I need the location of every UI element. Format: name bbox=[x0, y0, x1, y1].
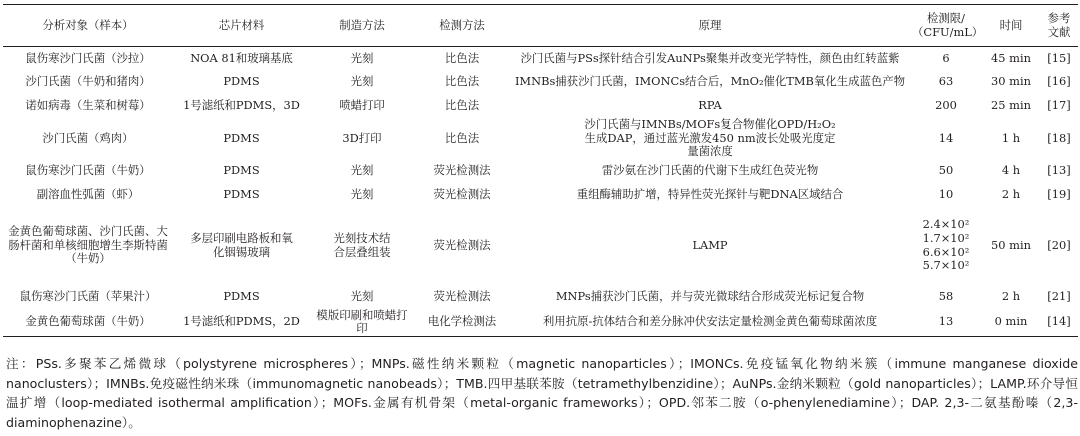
cell-lod: 200 bbox=[935, 97, 957, 112]
cell-method: 3D打印 bbox=[342, 130, 382, 145]
cell-lod bbox=[910, 207, 982, 285]
cell-time: 25 min bbox=[991, 97, 1031, 112]
cell-object: 诺如病毒（生菜和树莓） bbox=[25, 97, 151, 112]
header-time: 时间 bbox=[982, 5, 1040, 47]
cell-object: 沙门氏菌（鸡肉） bbox=[42, 130, 134, 145]
comparison-table bbox=[3, 4, 1078, 337]
cell-principle: 利用抗原-抗体结合和差分脉冲伏安法定量检测金黄色葡萄球菌浓度 bbox=[510, 309, 910, 337]
cell-lod: 14 bbox=[938, 130, 954, 145]
cell-method: 光刻 bbox=[350, 163, 374, 178]
cell-time: 2 h bbox=[1001, 186, 1021, 201]
table-row bbox=[3, 183, 1078, 207]
cell-method: 光刻 bbox=[350, 50, 374, 65]
cell-time: 2 h bbox=[1001, 288, 1021, 303]
cell-ref: [16] bbox=[1047, 74, 1071, 89]
cell-object: 金黄色葡萄球菌（牛奶） bbox=[3, 309, 173, 337]
cell-detect: 比色法 bbox=[444, 74, 480, 89]
cell-method: 喷蜡打印 bbox=[339, 97, 385, 112]
cell-ref: [21] bbox=[1047, 288, 1071, 303]
cell-method: 模版印刷和喷蜡打印 bbox=[310, 309, 414, 337]
cell-detect: 比色法 bbox=[444, 97, 480, 112]
header-lod: 检测限/（CFU/mL） bbox=[910, 5, 982, 47]
cell-material: PDMS bbox=[223, 130, 260, 145]
cell-object: 沙门氏菌（牛奶和猪肉） bbox=[25, 74, 151, 89]
cell-time: 30 min bbox=[991, 74, 1031, 89]
header-material: 芯片材料 bbox=[173, 5, 310, 47]
cell-object: 鼠伤寒沙门氏菌（牛奶） bbox=[25, 163, 151, 178]
header-ref: 参考文献 bbox=[1040, 5, 1078, 47]
table-row bbox=[3, 94, 1078, 118]
cell-detect: 荧光检测法 bbox=[433, 186, 491, 201]
header-detect: 检测方法 bbox=[414, 5, 510, 47]
cell-detect: 荧光检测法 bbox=[433, 163, 491, 178]
cell-material: NOA 81和玻璃基底 bbox=[190, 50, 293, 65]
cell-object: 副溶血性弧菌（虾） bbox=[36, 186, 140, 201]
cell-ref: [14] bbox=[1040, 309, 1078, 337]
cell-ref: [18] bbox=[1047, 130, 1071, 145]
cell-material: 多层印刷电路板和氧化铟锡玻璃 bbox=[190, 230, 293, 259]
lod-value: 2.4×10² bbox=[922, 217, 970, 232]
cell-method: 光刻技术结合层叠组装 bbox=[333, 230, 391, 259]
cell-lod: 13 bbox=[910, 309, 982, 337]
cell-lod: 58 bbox=[938, 288, 954, 303]
cell-material: PDMS bbox=[223, 186, 260, 201]
cell-ref: [15] bbox=[1047, 50, 1071, 65]
header-row bbox=[3, 5, 1078, 47]
table-footnote: 注：PSs.多聚苯乙烯微球（polystyrene microspheres）；MNPs.磁性纳米颗粒（magnetic nanoparticles）；IMONCs.免疫锰氧化物纳米簇（immune manganese dioxide nanoclusters）；IMNBs.免疫磁性纳米珠（immunomagnetic nanobeads）；TMB.四甲基联苯胺（tetramethylbenzidine）；AuNPs.金纳米颗粒（gold nanoparticles）；LAMP.环介导恒温扩增（loop-mediated isothermal amplification）；MOFs.金属有机骨架（metal-organic frameworks）；OPD.邻苯二胺（o-phenylenediamine）；DAP. 2,3-二氨基酚嗪（2,3-diaminophenazine）。 bbox=[6, 356, 1078, 430]
cell-detect: 荧光检测法 bbox=[433, 288, 491, 303]
lod-value: 6.6×10² bbox=[922, 244, 970, 259]
cell-principle: MNPs捕获沙门氏菌，并与荧光微球结合形成荧光标记复合物 bbox=[555, 288, 865, 303]
cell-principle: 重组酶辅助扩增，特异性荧光探针与靶DNA区域结合 bbox=[576, 186, 844, 201]
header-principle: 原理 bbox=[510, 5, 910, 47]
cell-material: 1号滤纸和PDMS，2D bbox=[173, 309, 310, 337]
cell-detect: 荧光检测法 bbox=[433, 237, 491, 252]
cell-principle: LAMP bbox=[692, 237, 728, 252]
cell-material: PDMS bbox=[223, 74, 260, 89]
cell-time: 0 min bbox=[982, 309, 1040, 337]
cell-time: 50 min bbox=[991, 237, 1031, 252]
cell-ref: [20] bbox=[1047, 237, 1071, 252]
table-row bbox=[3, 207, 1078, 285]
cell-detect: 电化学检测法 bbox=[414, 309, 510, 337]
table-row bbox=[3, 309, 1078, 337]
table-row bbox=[3, 71, 1078, 94]
cell-detect: 比色法 bbox=[444, 130, 480, 145]
lod-value: 5.7×10² bbox=[922, 258, 970, 273]
cell-material: PDMS bbox=[223, 288, 260, 303]
lod-value: 1.7×10² bbox=[922, 230, 970, 245]
cell-detect: 比色法 bbox=[444, 50, 480, 65]
cell-time: 1 h bbox=[1001, 130, 1021, 145]
cell-lod: 10 bbox=[938, 186, 954, 201]
cell-ref: [17] bbox=[1047, 97, 1071, 112]
cell-principle: 雷沙氨在沙门氏菌的代谢下生成红色荧光物 bbox=[601, 163, 819, 178]
cell-method: 光刻 bbox=[350, 288, 374, 303]
table-row bbox=[3, 160, 1078, 183]
cell-time: 4 h bbox=[1001, 163, 1021, 178]
table-row bbox=[3, 285, 1078, 309]
cell-principle: RPA bbox=[698, 97, 722, 112]
cell-object: 鼠伤寒沙门氏菌（沙拉） bbox=[25, 50, 151, 65]
cell-ref: [19] bbox=[1047, 186, 1071, 201]
cell-lod: 50 bbox=[938, 163, 954, 178]
cell-method: 光刻 bbox=[350, 186, 374, 201]
table-row bbox=[3, 118, 1078, 160]
cell-method: 光刻 bbox=[350, 74, 374, 89]
cell-material: PDMS bbox=[223, 163, 260, 178]
header-object: 分析对象（样本） bbox=[3, 5, 173, 47]
cell-principle: 沙门氏菌与IMNBs/MOFs复合物催化OPD/H₂O₂生成DAP，通过蓝光激发450 nm波长处吸光度定量菌浓度 bbox=[584, 117, 836, 159]
cell-material: 1号滤纸和PDMS，3D bbox=[183, 97, 300, 112]
cell-object: 金黄色葡萄球菌、沙门氏菌、大肠杆菌和单核细胞增生李斯特菌（牛奶） bbox=[8, 224, 168, 266]
header-method: 制造方法 bbox=[310, 5, 414, 47]
cell-lod: 63 bbox=[938, 74, 954, 89]
table-row bbox=[3, 47, 1078, 71]
cell-lod: 6 bbox=[942, 50, 950, 65]
cell-principle: 沙门氏菌与PSs探针结合引发AuNPs聚集并改变光学特性，颜色由红转蓝紫 bbox=[520, 50, 900, 65]
cell-time: 45 min bbox=[991, 50, 1031, 65]
cell-principle: IMNBs捕获沙门氏菌，IMONCs结合后，MnO₂催化TMB氧化生成蓝色产物 bbox=[514, 74, 906, 89]
cell-object: 鼠伤寒沙门氏菌（苹果汁） bbox=[19, 288, 157, 303]
cell-ref: [13] bbox=[1047, 163, 1071, 178]
